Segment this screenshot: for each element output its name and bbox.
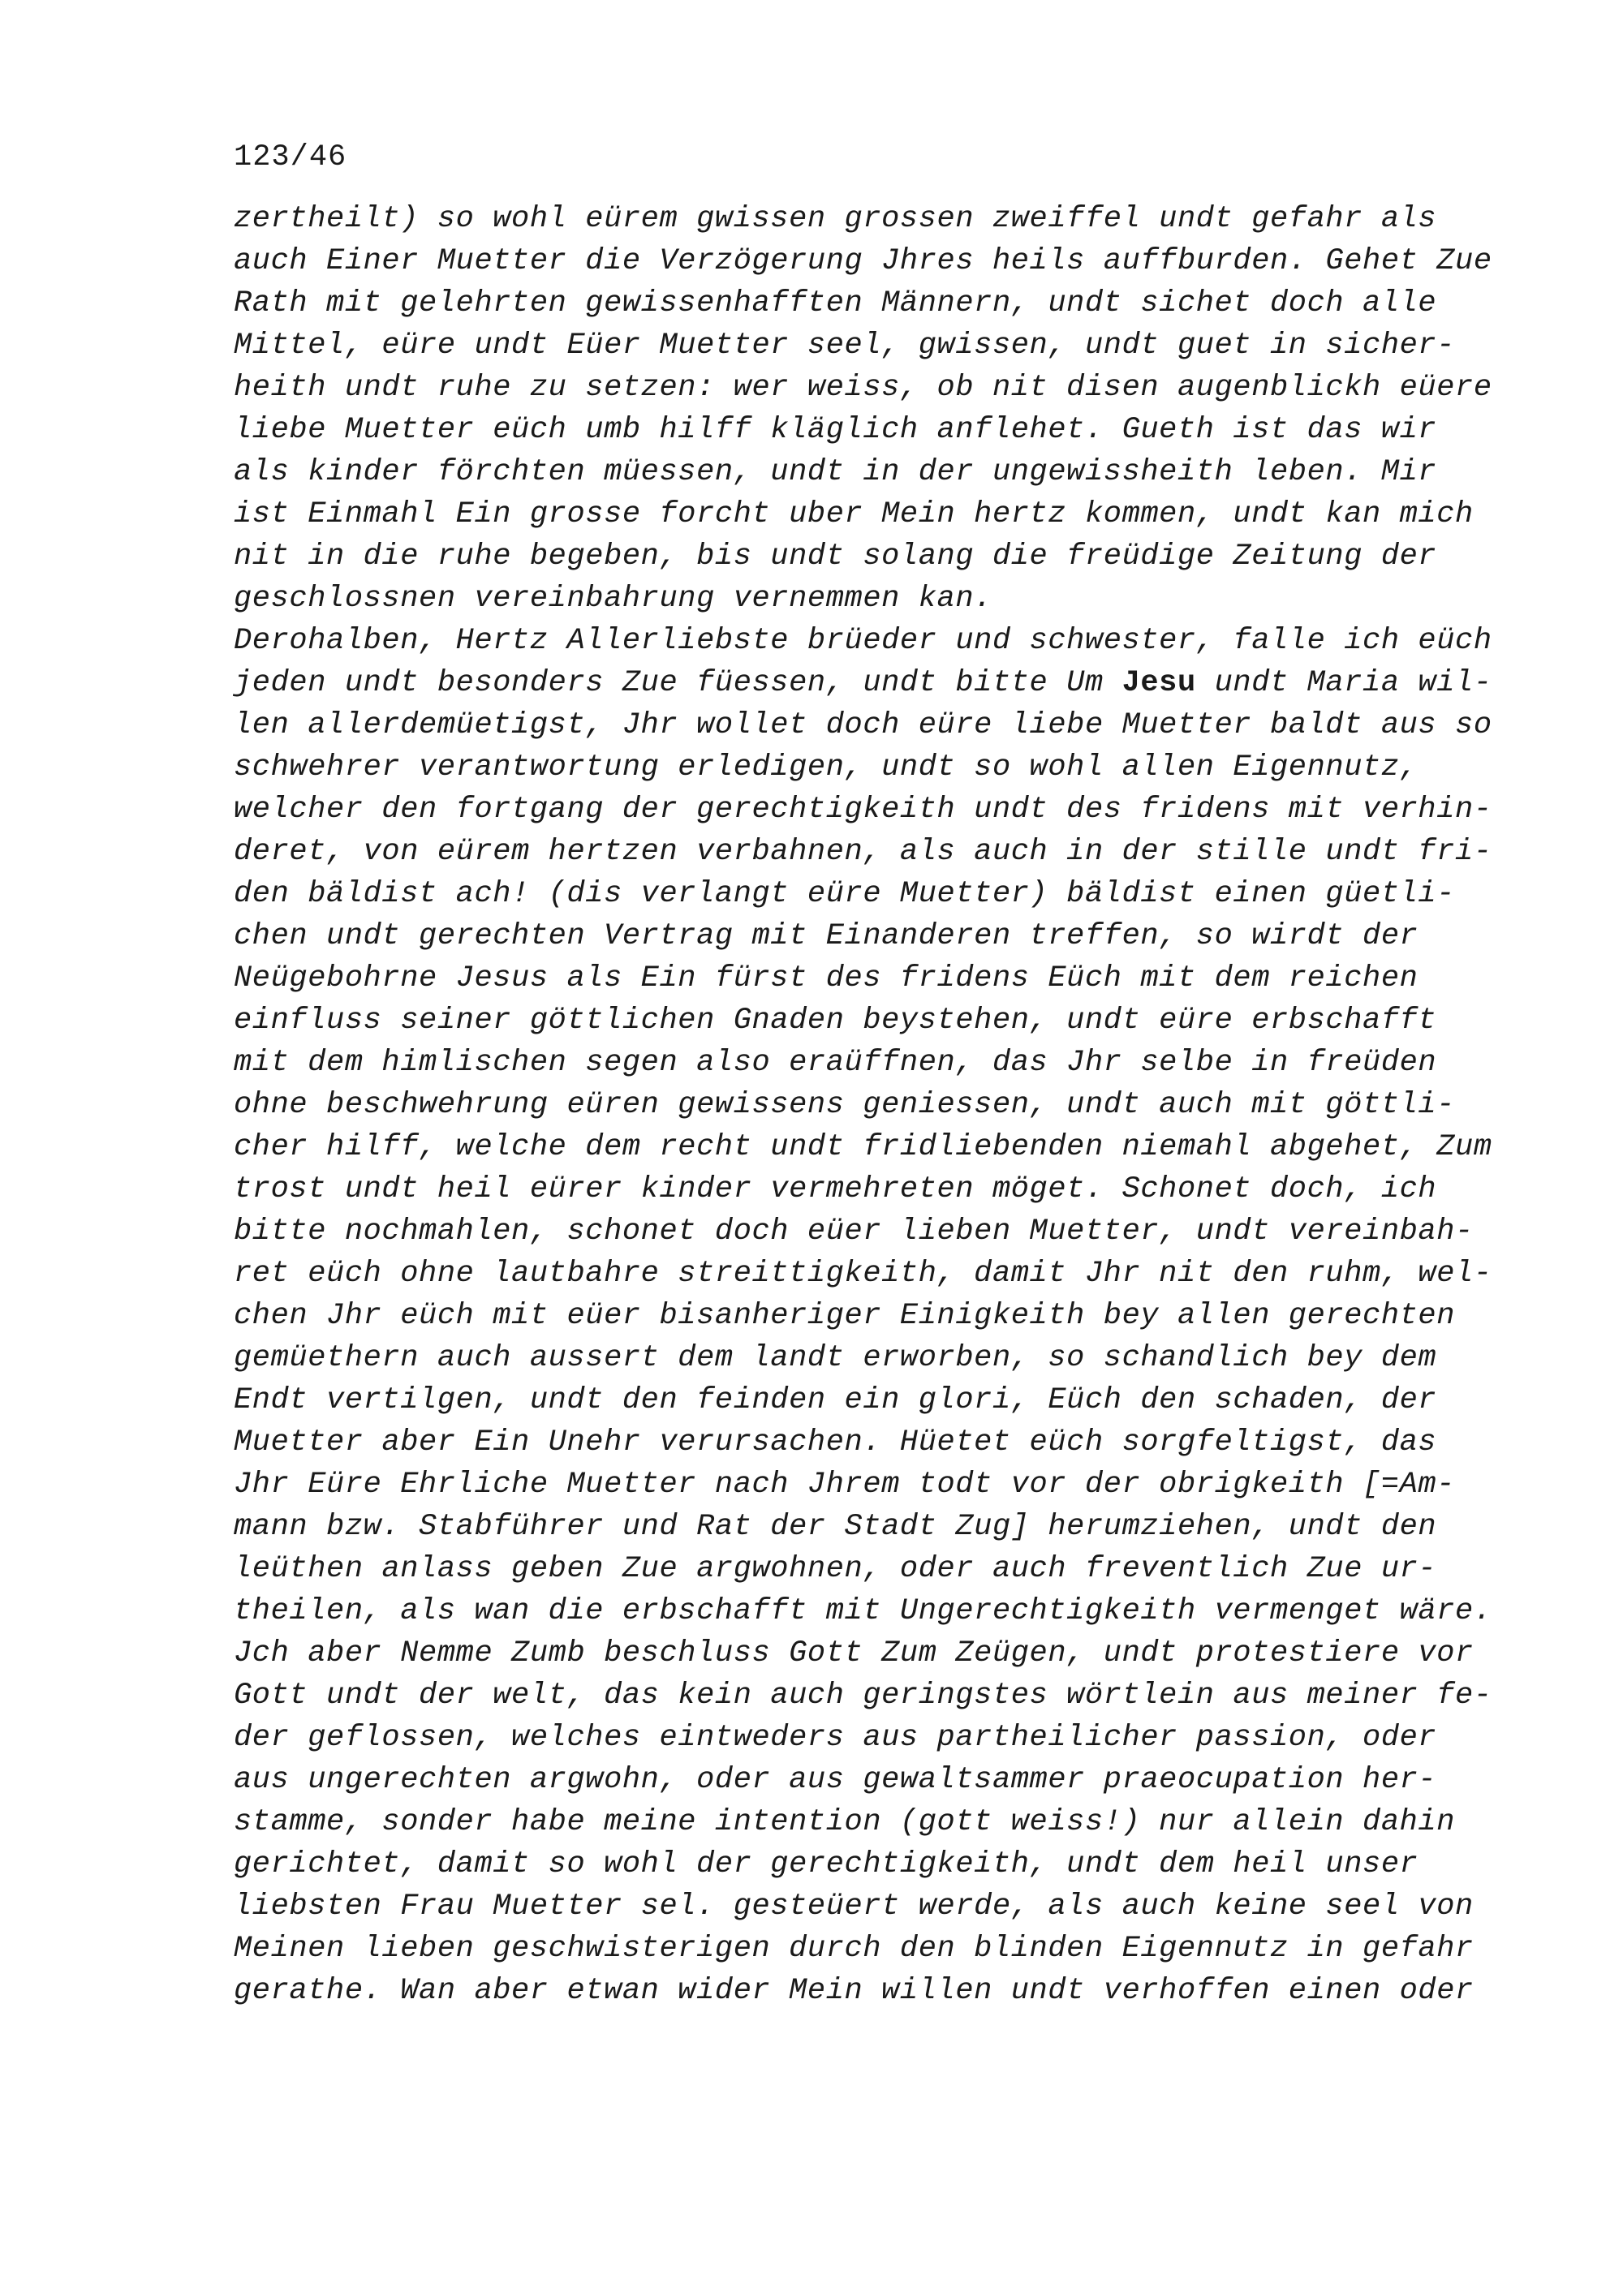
text-line: Jhr Eüre Ehrliche Muetter nach Jhrem todt vor der obrigkeith [=Am-: [234, 1468, 1456, 1502]
text-line: welcher den fortgang der gerechtigkeith undt des fridens mit verhin-: [234, 793, 1492, 827]
text-line: Mittel, eüre undt Eüer Muetter seel, gwissen, undt guet in sicher-: [234, 329, 1456, 363]
text-segment: jeden undt besonders Zue füessen, undt bitte Um: [234, 666, 1122, 700]
text-line: Jch aber Nemme Zumb beschluss Gott Zum Zeügen, undt protestiere vor: [234, 1636, 1474, 1670]
text-line: gerathe. Wan aber etwan wider Mein willen undt verhoffen einen oder: [234, 1974, 1474, 2008]
text-line: Endt vertilgen, undt den feinden ein glori, Eüch den schaden, der: [234, 1383, 1437, 1417]
text-line: liebsten Frau Muetter sel. gesteüert werde, als auch keine seel von: [234, 1890, 1474, 1924]
text-line: [234, 662, 1500, 704]
text-line: chen undt gerechten Vertrag mit Einanderen treffen, so wirdt der: [234, 919, 1419, 953]
text-line: trost undt heil eürer kinder vermehreten möget. Schonet doch, ich: [234, 1172, 1437, 1206]
text-line: den bäldist ach! (dis verlangt eüre Muetter) bäldist einen güetli-: [234, 877, 1456, 911]
text-line: Neügebohrne Jesus als Ein fürst des fridens Eüch mit dem reichen: [234, 961, 1419, 995]
text-line: leüthen anlass geben Zue argwohnen, oder auch freventlich Zue ur-: [234, 1552, 1437, 1586]
text-line: len allerdemüetigst, Jhr wollet doch eüre liebe Muetter baldt aus so: [234, 708, 1492, 742]
text-line: Gott undt der welt, das kein auch geringstes wörtlein aus meiner fe-: [234, 1679, 1492, 1713]
text-line: Derohalben, Hertz Allerliebste brüeder und schwester, falle ich eüch: [234, 624, 1492, 658]
text-line: theilen, als wan die erbschafft mit Ungerechtigkeith vermenget wäre.: [234, 1594, 1492, 1628]
text-line: einfluss seiner göttlichen Gnaden beystehen, undt eüre erbschafft: [234, 1004, 1437, 1038]
text-line: schwehrer verantwortung erledigen, undt so wohl allen Eigennutz,: [234, 750, 1419, 785]
text-line: bitte nochmahlen, schonet doch eüer lieben Muetter, undt vereinbah-: [234, 1215, 1474, 1249]
text-line: gemüethern auch aussert dem landt erworben, so schandlich bey dem: [234, 1341, 1437, 1375]
body-text: [234, 198, 1500, 2012]
text-line: mann bzw. Stabführer und Rat der Stadt Zug] herumziehen, undt den: [234, 1510, 1437, 1544]
text-segment: undt Maria wil-: [1195, 666, 1492, 700]
text-line: zertheilt) so wohl eürem gwissen grossen zweiffel undt gefahr als: [234, 202, 1437, 236]
page-number: 123/46: [234, 140, 347, 174]
text-line: gerichtet, damit so wohl der gerechtigkeith, undt dem heil unser: [234, 1847, 1419, 1881]
text-line: Muetter aber Ein Unehr verursachen. Hüetet eüch sorgfeltigst, das: [234, 1425, 1437, 1460]
text-line: liebe Muetter eüch umb hilff kläglich anflehet. Gueth ist das wir: [234, 413, 1437, 447]
text-line: aus ungerechten argwohn, oder aus gewaltsammer praeocupation her-: [234, 1763, 1437, 1797]
text-line: als kinder förchten müessen, undt in der ungewissheith leben. Mir: [234, 455, 1437, 489]
bold-word: Jesu: [1121, 666, 1196, 700]
text-line: chen Jhr eüch mit eüer bisanheriger Einigkeith bey allen gerechten: [234, 1299, 1456, 1333]
text-line: Meinen lieben geschwisterigen durch den blinden Eigennutz in gefahr: [234, 1932, 1474, 1966]
text-line: stamme, sonder habe meine intention (gott weiss!) nur allein dahin: [234, 1805, 1456, 1839]
text-line: cher hilff, welche dem recht undt fridliebenden niemahl abgehet, Zum: [234, 1130, 1492, 1164]
text-line: auch Einer Muetter die Verzögerung Jhres heils auffburden. Gehet Zue: [234, 244, 1492, 278]
text-line: nit in die ruhe begeben, bis undt solang die freüdige Zeitung der: [234, 540, 1437, 574]
text-line: ist Einmahl Ein grosse forcht uber Mein hertz kommen, undt kan mich: [234, 497, 1474, 531]
text-line: deret, von eürem hertzen verbahnen, als auch in der stille undt fri-: [234, 835, 1492, 869]
text-line: ohne beschwehrung eüren gewissens geniessen, undt auch mit göttli-: [234, 1088, 1456, 1122]
text-line: geschlossnen vereinbahrung vernemmen kan.: [234, 582, 992, 616]
text-line: heith undt ruhe zu setzen: wer weiss, ob nit disen augenblickh eüere: [234, 371, 1492, 405]
text-line: ret eüch ohne lautbahre streittigkeith, damit Jhr nit den ruhm, wel-: [234, 1257, 1492, 1291]
text-line: mit dem himlischen segen also eraüffnen, das Jhr selbe in freüden: [234, 1046, 1437, 1080]
text-line: der geflossen, welches eintweders aus partheilicher passion, oder: [234, 1721, 1437, 1755]
text-line: Rath mit gelehrten gewissenhafften Männern, undt sichet doch alle: [234, 286, 1437, 320]
